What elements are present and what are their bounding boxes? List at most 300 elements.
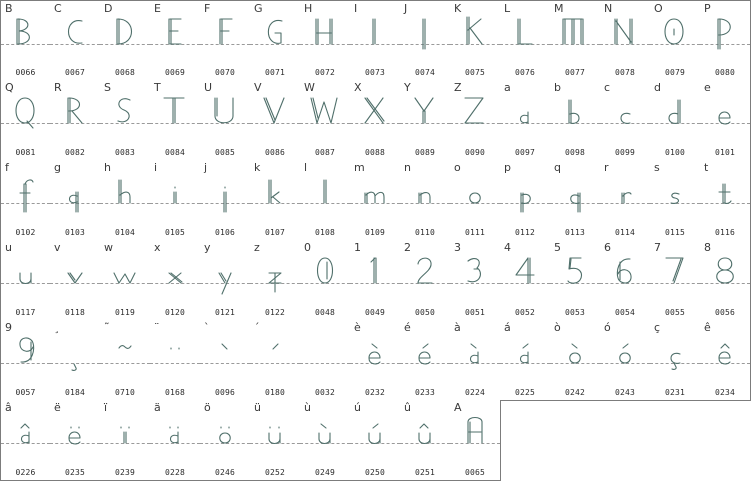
glyph-e-icon <box>700 92 750 142</box>
glyph-9-icon <box>1 332 51 382</box>
glyph-cell <box>150 320 201 401</box>
glyph-n-icon <box>400 172 450 222</box>
glyph-character-label: G <box>254 2 263 15</box>
glyph-code-label: 0252 <box>264 468 286 477</box>
glyph-a-icon <box>500 92 550 142</box>
glyph-character-label: N <box>604 2 613 15</box>
glyph-code-label: 0056 <box>714 308 736 317</box>
glyph-cell <box>50 320 101 401</box>
glyph-code-label: 0071 <box>264 68 286 77</box>
glyph-7-icon <box>650 252 700 302</box>
glyph-cell <box>450 400 501 481</box>
glyph-code-label: 0073 <box>364 68 386 77</box>
glyph-8-icon <box>700 252 750 302</box>
glyph-character-label: ¨ <box>154 321 160 334</box>
glyph-r-icon <box>600 172 650 222</box>
glyph-cell <box>100 160 151 241</box>
glyph-character-label: Q <box>5 81 14 94</box>
glyph-code-label: 0055 <box>664 308 686 317</box>
glyph-a-diaeresis-icon <box>150 412 200 462</box>
glyph-code-label: 0119 <box>114 308 136 317</box>
glyph-character-label: n <box>404 161 411 174</box>
glyph-character-label: V <box>254 81 262 94</box>
glyph-character-label: E <box>154 2 161 15</box>
glyph-character-label: 2 <box>404 241 411 254</box>
glyph-character-label: o <box>454 161 461 174</box>
glyph-K-icon <box>450 13 500 63</box>
glyph-cell <box>650 160 701 241</box>
glyph-character-label: c <box>604 81 611 94</box>
glyph-code-label: 0067 <box>64 68 86 77</box>
glyph-cell <box>700 240 751 321</box>
glyph-cell <box>550 320 601 401</box>
glyph-space-icon <box>300 332 350 382</box>
glyph-character-label: à <box>454 321 461 334</box>
glyph-H-icon <box>300 13 350 63</box>
glyph-code-label: 0232 <box>364 388 386 397</box>
glyph-Q-icon <box>1 92 51 142</box>
glyph-character-label: è <box>354 321 361 334</box>
glyph-6-icon <box>600 252 650 302</box>
glyph-character-label: û <box>404 401 411 414</box>
glyph-character-label: S <box>104 81 111 94</box>
glyph-code-label: 0089 <box>414 148 436 157</box>
glyph-o-acute-icon <box>600 332 650 382</box>
glyph-cell <box>400 160 451 241</box>
glyph-character-label: z <box>254 241 260 254</box>
glyph-character-label: U <box>204 81 213 94</box>
glyph-code-label: 0098 <box>564 148 586 157</box>
glyph-o-diaeresis-icon <box>200 412 250 462</box>
glyph-cell <box>700 0 751 81</box>
glyph-cell <box>0 160 51 241</box>
glyph-cell <box>250 400 301 481</box>
glyph-cell <box>550 0 601 81</box>
glyph-code-label: 0070 <box>214 68 236 77</box>
glyph-character-label: 8 <box>704 241 711 254</box>
glyph-i-icon <box>150 172 200 222</box>
glyph-code-label: 0065 <box>464 468 486 477</box>
glyph-character-label: Y <box>404 81 411 94</box>
glyph-g-icon <box>50 172 100 222</box>
glyph-O-icon <box>650 13 700 63</box>
glyph-cell <box>650 0 701 81</box>
glyph-c-cedilla-icon <box>650 332 700 382</box>
glyph-cell <box>100 80 151 161</box>
glyph-t-icon <box>700 172 750 222</box>
glyph-k-icon <box>250 172 300 222</box>
glyph-code-label: 0225 <box>514 388 536 397</box>
glyph-cell <box>300 80 351 161</box>
glyph-cell <box>150 160 201 241</box>
glyph-code-label: 0250 <box>364 468 386 477</box>
glyph-C-icon <box>50 13 100 63</box>
glyph-a-acute-icon <box>500 332 550 382</box>
glyph-cell <box>400 80 451 161</box>
glyph-cell <box>600 320 651 401</box>
glyph-code-label: 0224 <box>464 388 486 397</box>
glyph-T-icon <box>150 92 200 142</box>
glyph-b-icon <box>550 92 600 142</box>
glyph-character-label: ó <box>604 321 611 334</box>
glyph-Y-icon <box>400 92 450 142</box>
glyph-cell <box>500 240 551 321</box>
glyph-code-label: 0243 <box>614 388 636 397</box>
glyph-code-label: 0097 <box>514 148 536 157</box>
glyph-D-icon <box>100 13 150 63</box>
glyph-code-label: 0099 <box>614 148 636 157</box>
glyph-character-label: r <box>604 161 609 174</box>
glyph-character-label: ´ <box>254 321 260 334</box>
glyph-cell <box>300 320 351 401</box>
glyph-cell <box>400 400 451 481</box>
glyph-R-icon <box>50 92 100 142</box>
glyph-cell <box>350 400 401 481</box>
glyph-cell <box>600 160 651 241</box>
glyph-cell <box>600 0 651 81</box>
glyph-code-label: 0101 <box>714 148 736 157</box>
glyph-cell <box>350 240 401 321</box>
glyph-s-icon <box>650 172 700 222</box>
glyph-character-label: K <box>454 2 462 15</box>
glyph-cell <box>150 400 201 481</box>
glyph-A-icon <box>450 412 500 462</box>
glyph-B-icon <box>1 13 51 63</box>
glyph-character-label: 3 <box>454 241 461 254</box>
glyph-character-label: u <box>5 241 12 254</box>
glyph-N-icon <box>600 13 650 63</box>
glyph-cell <box>550 160 601 241</box>
glyph-character-label: ç <box>654 321 661 334</box>
glyph-diaeresis-icon <box>150 332 200 382</box>
glyph-code-label: 0078 <box>614 68 636 77</box>
glyph-z-icon <box>250 252 300 302</box>
glyph-tilde-icon <box>100 332 150 382</box>
glyph-u-icon <box>1 252 51 302</box>
glyph-character-label: ä <box>154 401 161 414</box>
glyph-cell <box>150 240 201 321</box>
glyph-character-label: F <box>204 2 211 15</box>
glyph-1-icon <box>350 252 400 302</box>
glyph-x-icon <box>150 252 200 302</box>
glyph-cell <box>500 80 551 161</box>
glyph-3-icon <box>450 252 500 302</box>
glyph-cell <box>200 160 251 241</box>
glyph-a-circumflex-icon <box>1 412 51 462</box>
glyph-cell <box>400 240 451 321</box>
glyph-w-icon <box>100 252 150 302</box>
glyph-code-label: 0080 <box>714 68 736 77</box>
glyph-j-icon <box>200 172 250 222</box>
glyph-cell <box>450 160 501 241</box>
glyph-code-label: 0083 <box>114 148 136 157</box>
glyph-cell <box>250 80 301 161</box>
glyph-code-label: 0079 <box>664 68 686 77</box>
glyph-character-label: á <box>504 321 511 334</box>
glyph-character-label: P <box>704 2 711 15</box>
glyph-code-label: 0115 <box>664 228 686 237</box>
glyph-code-label: 0090 <box>464 148 486 157</box>
glyph-l-icon <box>300 172 350 222</box>
glyph-e-grave-icon <box>350 332 400 382</box>
glyph-code-label: 0249 <box>314 468 336 477</box>
glyph-v-icon <box>50 252 100 302</box>
glyph-character-label: ` <box>204 321 210 334</box>
glyph-character-label: ï <box>104 401 108 414</box>
glyph-character-label: x <box>154 241 161 254</box>
glyph-e-circumflex-icon <box>700 332 750 382</box>
glyph-character-label: ö <box>204 401 211 414</box>
glyph-code-label: 0076 <box>514 68 536 77</box>
glyph-cell <box>350 80 401 161</box>
glyph-code-label: 0122 <box>264 308 286 317</box>
glyph-character-label: h <box>104 161 111 174</box>
glyph-code-label: 0121 <box>214 308 236 317</box>
glyph-code-label: 0710 <box>114 388 136 397</box>
glyph-cell <box>400 0 451 81</box>
glyph-code-label: 0050 <box>414 308 436 317</box>
glyph-cell <box>50 240 101 321</box>
glyph-code-label: 0032 <box>314 388 336 397</box>
glyph-code-label: 0087 <box>314 148 336 157</box>
glyph-code-label: 0075 <box>464 68 486 77</box>
glyph-cell <box>250 240 301 321</box>
glyph-code-label: 0251 <box>414 468 436 477</box>
glyph-cell <box>700 160 751 241</box>
glyph-character-label: J <box>404 2 408 15</box>
glyph-cell <box>500 160 551 241</box>
glyph-u-acute-icon <box>350 412 400 462</box>
glyph-character-label: i <box>154 161 158 174</box>
glyph-character-label: ú <box>354 401 361 414</box>
glyph-cell <box>600 240 651 321</box>
glyph-character-label: 7 <box>654 241 661 254</box>
glyph-character-label: é <box>404 321 411 334</box>
glyph-character-label: T <box>154 81 161 94</box>
glyph-X-icon <box>350 92 400 142</box>
glyph-code-label: 0052 <box>514 308 536 317</box>
glyph-code-label: 0108 <box>314 228 336 237</box>
glyph-P-icon <box>700 13 750 63</box>
glyph-cell <box>200 0 251 81</box>
glyph-character-label: 9 <box>5 321 12 334</box>
glyph-character-label: O <box>654 2 663 15</box>
glyph-character-label: 4 <box>504 241 511 254</box>
glyph-code-label: 0051 <box>464 308 486 317</box>
glyph-cell <box>50 0 101 81</box>
glyph-W-icon <box>300 92 350 142</box>
glyph-character-label: I <box>354 2 358 15</box>
glyph-character-label: ü <box>254 401 261 414</box>
glyph-character-label: A <box>454 401 462 414</box>
glyph-code-label: 0233 <box>414 388 436 397</box>
glyph-cell <box>450 240 501 321</box>
glyph-cell <box>200 240 251 321</box>
glyph-character-label: p <box>504 161 511 174</box>
glyph-code-label: 0184 <box>64 388 86 397</box>
glyph-code-label: 0106 <box>214 228 236 237</box>
glyph-code-label: 0226 <box>15 468 36 477</box>
glyph-cell <box>250 160 301 241</box>
glyph-code-label: 0117 <box>15 308 36 317</box>
glyph-o-icon <box>450 172 500 222</box>
glyph-cell <box>700 320 751 401</box>
glyph-code-label: 0102 <box>15 228 36 237</box>
glyph-cell <box>450 0 501 81</box>
glyph-cell <box>100 400 151 481</box>
glyph-cell <box>300 240 351 321</box>
glyph-character-label: e <box>704 81 711 94</box>
glyph-a-grave-icon <box>450 332 500 382</box>
glyph-character-label: ê <box>704 321 711 334</box>
glyph-character-label: w <box>104 241 113 254</box>
glyph-code-label: 0077 <box>564 68 586 77</box>
glyph-character-label: j <box>204 161 208 174</box>
glyph-cell <box>500 320 551 401</box>
glyph-character-label: M <box>554 2 564 15</box>
glyph-cell <box>250 320 301 401</box>
glyph-code-label: 0234 <box>714 388 736 397</box>
glyph-character-label: L <box>504 2 511 15</box>
glyph-cell <box>0 320 51 401</box>
glyph-code-label: 0105 <box>164 228 186 237</box>
glyph-code-label: 0112 <box>514 228 536 237</box>
glyph-code-label: 0109 <box>364 228 386 237</box>
glyph-character-label: H <box>304 2 313 15</box>
glyph-5-icon <box>550 252 600 302</box>
glyph-code-label: 0110 <box>414 228 436 237</box>
glyph-character-label: a <box>504 81 511 94</box>
glyph-acute-icon <box>250 332 300 382</box>
glyph-character-label: ë <box>54 401 61 414</box>
glyph-code-label: 0242 <box>564 388 586 397</box>
glyph-code-label: 0100 <box>664 148 686 157</box>
glyph-character-label: X <box>354 81 362 94</box>
glyph-G-icon <box>250 13 300 63</box>
glyph-e-diaeresis-icon <box>50 412 100 462</box>
glyph-cell <box>450 80 501 161</box>
glyph-code-label: 0113 <box>564 228 586 237</box>
glyph-cell <box>300 0 351 81</box>
glyph-character-label: ˜ <box>104 321 110 334</box>
glyph-character-label: W <box>304 81 315 94</box>
glyph-cell <box>100 0 151 81</box>
glyph-J-icon <box>400 13 450 63</box>
glyph-cell <box>200 320 251 401</box>
glyph-code-label: 0074 <box>414 68 436 77</box>
glyph-h-icon <box>100 172 150 222</box>
glyph-code-label: 0239 <box>114 468 136 477</box>
glyph-cell <box>550 240 601 321</box>
glyph-cell <box>700 80 751 161</box>
glyph-E-icon <box>150 13 200 63</box>
glyph-character-label: g <box>54 161 61 174</box>
glyph-cell <box>350 0 401 81</box>
glyph-4-icon <box>500 252 550 302</box>
glyph-cell <box>0 400 51 481</box>
glyph-character-label: d <box>654 81 661 94</box>
glyph-cedilla-icon <box>50 332 100 382</box>
glyph-code-label: 0114 <box>614 228 636 237</box>
glyph-U-icon <box>200 92 250 142</box>
glyph-code-label: 0068 <box>114 68 136 77</box>
glyph-code-label: 0116 <box>714 228 736 237</box>
glyph-character-label: v <box>54 241 61 254</box>
glyph-code-label: 0084 <box>164 148 186 157</box>
glyph-u-diaeresis-icon <box>250 412 300 462</box>
glyph-character-label: t <box>704 161 709 174</box>
glyph-code-label: 0082 <box>64 148 86 157</box>
glyph-d-icon <box>650 92 700 142</box>
glyph-f-icon <box>1 172 51 222</box>
glyph-cell <box>0 240 51 321</box>
glyph-code-label: 0111 <box>464 228 486 237</box>
glyph-code-label: 0081 <box>15 148 36 157</box>
glyph-i-diaeresis-icon <box>100 412 150 462</box>
glyph-character-label: 0 <box>304 241 311 254</box>
glyph-cell <box>350 320 401 401</box>
glyph-character-label: C <box>54 2 62 15</box>
glyph-character-label: D <box>104 2 113 15</box>
glyph-character-label: m <box>354 161 365 174</box>
glyph-character-label: 1 <box>354 241 361 254</box>
glyph-cell <box>100 240 151 321</box>
glyph-cell <box>350 160 401 241</box>
glyph-cell <box>50 80 101 161</box>
glyph-cell <box>150 80 201 161</box>
glyph-M-icon <box>550 13 600 63</box>
glyph-code-label: 0049 <box>364 308 386 317</box>
glyph-code-label: 0180 <box>264 388 286 397</box>
glyph-cell <box>450 320 501 401</box>
glyph-character-label: Z <box>454 81 462 94</box>
glyph-code-label: 0104 <box>114 228 136 237</box>
glyph-code-label: 0120 <box>164 308 186 317</box>
glyph-cell <box>650 80 701 161</box>
glyph-cell <box>650 320 701 401</box>
glyph-e-acute-icon <box>400 332 450 382</box>
glyph-p-icon <box>500 172 550 222</box>
glyph-character-label: â <box>5 401 12 414</box>
glyph-code-label: 0118 <box>64 308 86 317</box>
glyph-character-label: k <box>254 161 261 174</box>
glyph-cell <box>50 160 101 241</box>
glyph-0-icon <box>300 252 350 302</box>
glyph-c-icon <box>600 92 650 142</box>
glyph-code-label: 0085 <box>214 148 236 157</box>
glyph-code-label: 0096 <box>214 388 236 397</box>
glyph-cell <box>400 320 451 401</box>
glyph-Z-icon <box>450 92 500 142</box>
glyph-character-label: l <box>304 161 308 174</box>
glyph-code-label: 0054 <box>614 308 636 317</box>
glyph-code-label: 0066 <box>15 68 36 77</box>
glyph-code-label: 0072 <box>314 68 336 77</box>
glyph-code-label: 0231 <box>664 388 686 397</box>
glyph-u-grave-icon <box>300 412 350 462</box>
glyph-code-label: 0235 <box>64 468 86 477</box>
glyph-cell <box>550 80 601 161</box>
glyph-cell <box>0 80 51 161</box>
glyph-grave-icon <box>200 332 250 382</box>
glyph-character-label: q <box>554 161 561 174</box>
glyph-code-label: 0228 <box>164 468 186 477</box>
glyph-2-icon <box>400 252 450 302</box>
glyph-character-label: ò <box>554 321 561 334</box>
glyph-character-label: f <box>5 161 9 174</box>
glyph-code-label: 0057 <box>15 388 36 397</box>
glyph-code-label: 0107 <box>264 228 286 237</box>
